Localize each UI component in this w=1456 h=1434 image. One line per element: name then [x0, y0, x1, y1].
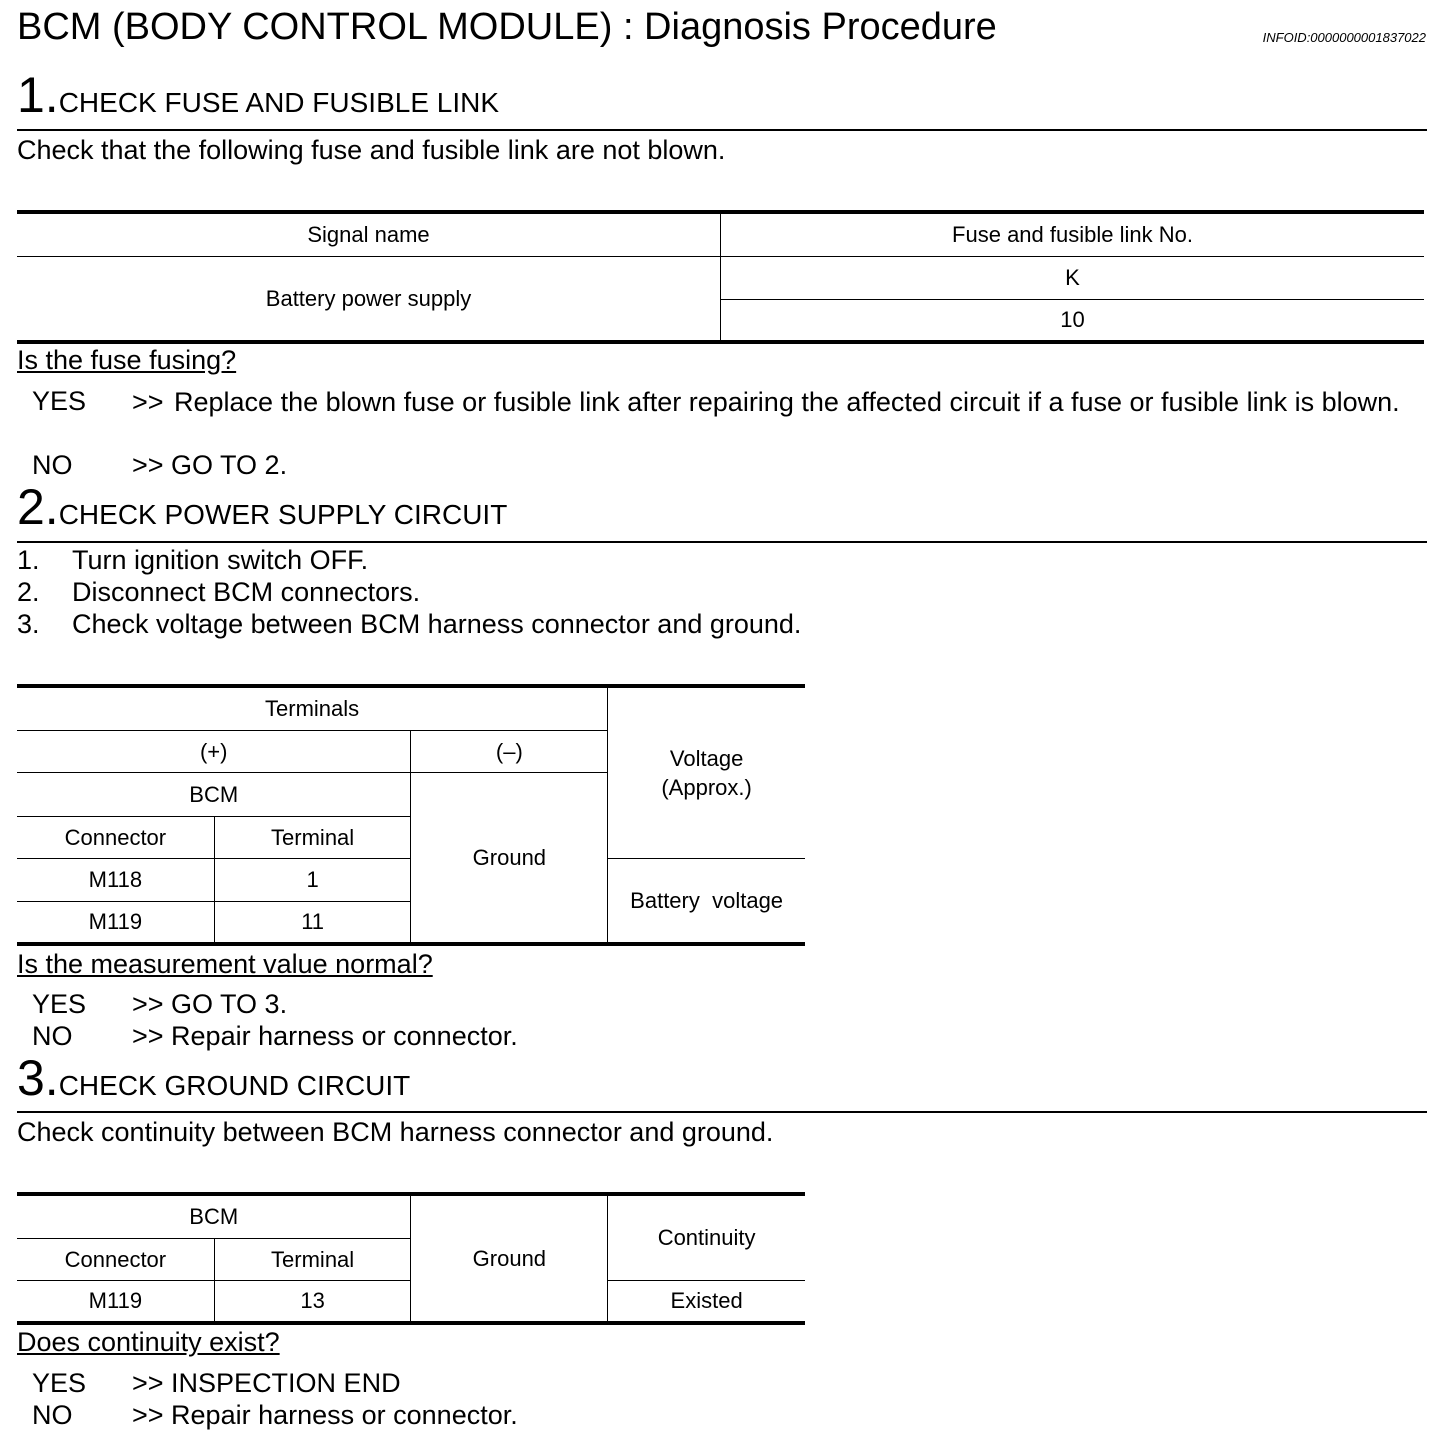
step-3-divider	[17, 1111, 1427, 1113]
fuse-table-fuse-cell: 10	[721, 299, 1425, 342]
step-2-yes-key: YES	[32, 989, 87, 1019]
step-3-instruction: Check continuity between BCM harness connector and ground.	[17, 1117, 774, 1147]
step-2-heading	[17, 478, 507, 536]
list-item: Turn ignition switch OFF.	[72, 545, 369, 575]
voltage-table	[17, 684, 805, 946]
step-2-title: CHECK POWER SUPPLY CIRCUIT	[58, 499, 508, 530]
step-2-no-key: NO	[32, 1021, 73, 1051]
step-1-yes-key: YES	[32, 386, 87, 416]
voltage-table-minus-header: (–)	[411, 730, 608, 772]
info-id: INFOID:0000000001837022	[1262, 30, 1426, 45]
step-3-yes-key: YES	[32, 1368, 87, 1398]
fuse-table-signal-cell: Battery power supply	[17, 256, 721, 342]
continuity-table-connector-header: Connector	[17, 1238, 214, 1280]
step-1-no-text: >> GO TO 2.	[132, 450, 288, 480]
page-title: BCM (BODY CONTROL MODULE) : Diagnosis Procedure	[17, 6, 997, 48]
continuity-table-ground-cell: Ground	[411, 1194, 608, 1323]
list-item-number: 2.	[17, 577, 40, 607]
voltage-table-terminals-header: Terminals	[17, 686, 608, 730]
voltage-table-terminal-header: Terminal	[214, 816, 411, 858]
arrow-marker: >>	[132, 387, 164, 417]
voltage-table-voltage-header	[608, 686, 805, 858]
step-1-title: CHECK FUSE AND FUSIBLE LINK	[58, 87, 500, 118]
fuse-table-fuse-cell: K	[721, 256, 1425, 299]
step-1-no-key: NO	[32, 450, 73, 480]
table-cell-terminal: 11	[214, 901, 411, 944]
step-2-question: Is the measurement value normal?	[17, 949, 433, 979]
list-item: Disconnect BCM connectors.	[72, 577, 421, 607]
list-item-number: 3.	[17, 609, 40, 639]
voltage-table-connector-header: Connector	[17, 816, 214, 858]
step-1-number: 1.	[17, 67, 59, 123]
step-2-yes-text: >> GO TO 3.	[132, 989, 288, 1019]
step-1-instruction: Check that the following fuse and fusible link are not blown.	[17, 135, 726, 165]
list-item: Check voltage between BCM harness connector and ground.	[72, 609, 802, 639]
step-2-divider	[17, 541, 1427, 543]
voltage-header-line2: (Approx.)	[661, 774, 752, 800]
voltage-table-ground-cell: Ground	[411, 772, 608, 944]
voltage-table-plus-header: (+)	[17, 730, 411, 772]
fuse-table-header-signal: Signal name	[17, 212, 721, 256]
voltage-table-bcm-header: BCM	[17, 772, 411, 816]
step-2-number: 2.	[17, 479, 59, 535]
continuity-table-existed-cell: Existed	[608, 1280, 805, 1323]
list-item-number: 1.	[17, 545, 40, 575]
continuity-table	[17, 1192, 805, 1325]
table-cell-connector: M118	[17, 858, 214, 901]
step-3-no-key: NO	[32, 1400, 73, 1430]
step-1-yes-answer	[132, 386, 1424, 418]
step-1-heading	[17, 66, 499, 124]
step-3-no-text: >> Repair harness or connector.	[132, 1400, 518, 1430]
step-3-yes-text: >> INSPECTION END	[132, 1368, 401, 1398]
continuity-table-terminal-header: Terminal	[214, 1238, 411, 1280]
step-1-yes-text: Replace the blown fuse or fusible link after repairing the affected circuit if a fuse or fusible link is blown.	[174, 387, 1400, 417]
step-3-number: 3.	[17, 1050, 59, 1106]
step-3-question: Does continuity exist?	[17, 1327, 280, 1357]
table-cell-terminal: 1	[214, 858, 411, 901]
voltage-table-battery-voltage-cell: Battery voltage	[608, 858, 805, 944]
continuity-table-continuity-header: Continuity	[608, 1194, 805, 1280]
step-3-title: CHECK GROUND CIRCUIT	[58, 1070, 411, 1101]
fuse-table-header-fuse: Fuse and fusible link No.	[721, 212, 1425, 256]
fuse-table	[17, 210, 1424, 344]
table-cell-terminal: 13	[214, 1280, 411, 1323]
continuity-table-bcm-header: BCM	[17, 1194, 411, 1238]
voltage-header-line1: Voltage	[669, 745, 744, 771]
step-1-question: Is the fuse fusing?	[17, 345, 237, 375]
table-cell-connector: M119	[17, 1280, 214, 1323]
step-1-divider	[17, 129, 1427, 131]
table-cell-connector: M119	[17, 901, 214, 944]
step-3-heading	[17, 1049, 410, 1107]
step-2-no-text: >> Repair harness or connector.	[132, 1021, 518, 1051]
